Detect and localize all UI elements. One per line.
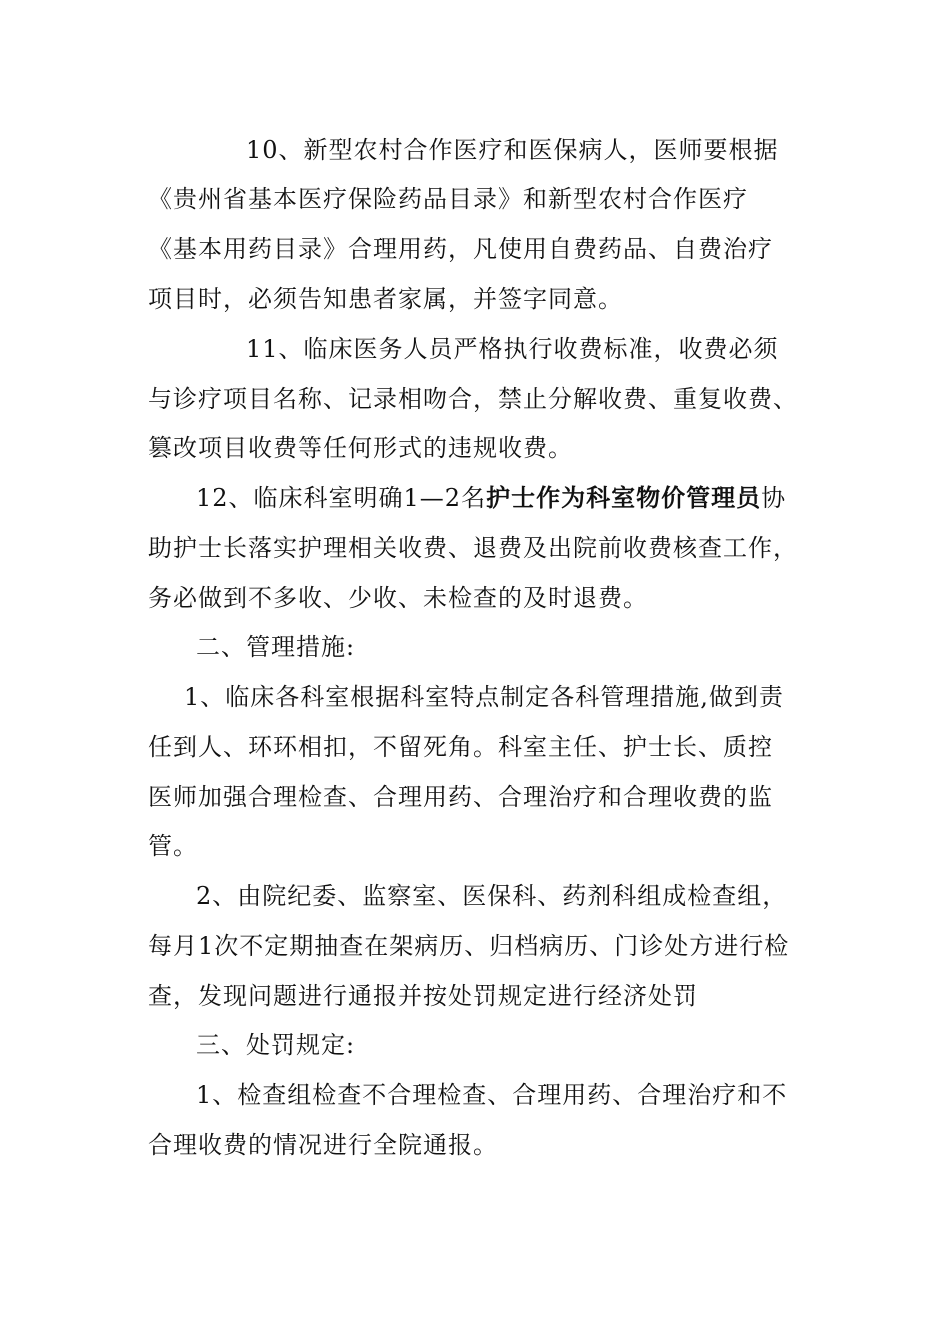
section-3-item-1-line-1: 1、检查组检查不合理检查、合理用药、合理治疗和不 <box>196 1081 788 1109</box>
paragraph-12-text-end: 协 <box>761 484 787 512</box>
section-2-item-1-line-4: 管。 <box>148 832 198 860</box>
paragraph-10-line-1: 10、新型农村合作医疗和医保病人，医师要根据 <box>246 136 779 164</box>
paragraph-12-line-2: 助护士长落实护理相关收费、退费及出院前收费核查工作， <box>148 534 798 562</box>
paragraph-10-line-4: 项目时，必须告知患者家属，并签字同意。 <box>148 285 623 313</box>
paragraph-12-line-1 <box>196 483 786 513</box>
section-3-item-1-line-2: 合理收费的情况进行全院通报。 <box>148 1131 498 1159</box>
paragraph-12-bold-text: 护士作为科室物价管理员 <box>486 483 762 512</box>
paragraph-11-line-1: 11、临床医务人员严格执行收费标准，收费必须 <box>246 335 779 363</box>
section-2-item-2-line-2: 每月1次不定期抽查在架病历、归档病历、门诊处方进行检 <box>148 932 790 960</box>
section-3-heading: 三、处罚规定: <box>196 1031 356 1059</box>
paragraph-10-line-3: 《基本用药目录》合理用药，凡使用自费药品、自费治疗 <box>148 235 773 263</box>
paragraph-10-line-2: 《贵州省基本医疗保险药品目录》和新型农村合作医疗 <box>148 185 748 213</box>
section-2-item-1-line-2: 任到人、环环相扣，不留死角。科室主任、护士长、质控 <box>148 733 773 761</box>
section-2-item-1-line-1: 1、临床各科室根据科室特点制定各科管理措施,做到责 <box>184 683 784 711</box>
section-2-item-2-line-1: 2、由院纪委、监察室、医保科、药剂科组成检查组， <box>196 882 788 910</box>
paragraph-11-line-3: 篡改项目收费等任何形式的违规收费。 <box>148 434 573 462</box>
section-2-item-1-line-3: 医师加强合理检查、合理用药、合理治疗和合理收费的监 <box>148 783 773 811</box>
paragraph-11-line-2: 与诊疗项目名称、记录相吻合，禁止分解收费、重复收费、 <box>148 385 798 413</box>
section-2-heading: 二、管理措施: <box>196 633 356 661</box>
section-2-item-2-line-3: 查，发现问题进行通报并按处罚规定进行经济处罚 <box>148 982 698 1010</box>
paragraph-12-line-3: 务必做到不多收、少收、未检查的及时退费。 <box>148 584 648 612</box>
paragraph-12-text-start: 12、临床科室明确1—2名 <box>196 484 487 512</box>
